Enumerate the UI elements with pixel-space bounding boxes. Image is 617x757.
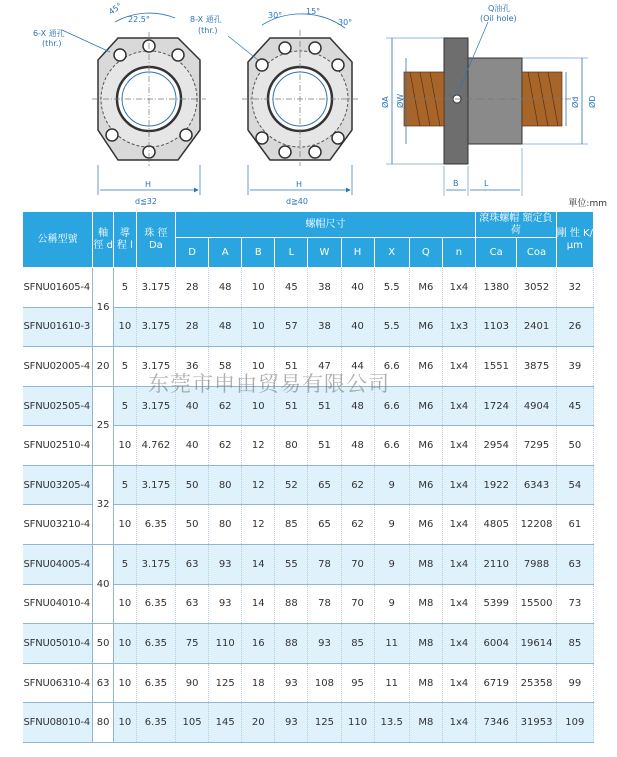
cell-b: 12 <box>242 426 275 466</box>
cell-model: SFNU05010-4 <box>23 624 93 664</box>
cell-h: 44 <box>341 347 374 387</box>
cell-lead: 5 <box>114 545 137 585</box>
cell-w: 108 <box>308 663 341 703</box>
header-col-l: L <box>275 238 308 268</box>
cell-a: 80 <box>209 465 242 505</box>
cell-b: 10 <box>242 347 275 387</box>
left-condition: d≦32 <box>135 197 157 206</box>
cell-k: 26 <box>556 307 593 347</box>
cell-w: 125 <box>308 703 341 743</box>
middle-thr-label: (thr.) <box>198 26 218 35</box>
left-holes-label: 6-X 通孔 <box>33 29 65 38</box>
cell-q: M6 <box>409 465 442 505</box>
cell-ca: 1551 <box>476 347 517 387</box>
cell-w: 78 <box>308 545 341 585</box>
cell-ca: 1922 <box>476 465 517 505</box>
cell-w: 47 <box>308 347 341 387</box>
header-col-q: Q <box>409 238 442 268</box>
left-angle-outer: 45° <box>106 1 124 17</box>
cell-coa: 2401 <box>517 307 556 347</box>
cell-w: 78 <box>308 584 341 624</box>
table-row <box>23 347 594 387</box>
cell-n: 1x4 <box>442 584 475 624</box>
header-model: 公稱型號 <box>23 212 93 268</box>
left-thr-label: (thr.) <box>42 39 62 48</box>
cell-h: 40 <box>341 268 374 308</box>
middle-angle-1: 30° <box>268 11 283 20</box>
header-shaft: 軸 徑 d <box>93 212 114 268</box>
cell-coa: 7988 <box>517 545 556 585</box>
cell-ca: 1380 <box>476 268 517 308</box>
cell-model: SFNU08010-4 <box>23 703 93 743</box>
header-stiffness: 剛 性 K/µm <box>556 212 593 268</box>
cell-coa: 3875 <box>517 347 556 387</box>
cell-a: 93 <box>209 545 242 585</box>
cell-w: 65 <box>308 465 341 505</box>
cell-k: 39 <box>556 347 593 387</box>
cell-model: SFNU03205-4 <box>23 465 93 505</box>
cell-a: 48 <box>209 307 242 347</box>
cell-coa: 19614 <box>517 624 556 664</box>
cell-h: 62 <box>341 505 374 545</box>
cell-k: 73 <box>556 584 593 624</box>
cell-a: 62 <box>209 426 242 466</box>
cell-n: 1x4 <box>442 347 475 387</box>
dim-w-label: ØW <box>396 93 405 108</box>
dim-D-label: ØD <box>588 95 597 108</box>
header-col-d: D <box>176 238 209 268</box>
cell-coa: 25358 <box>517 663 556 703</box>
cell-q: M8 <box>409 624 442 664</box>
cell-q: M6 <box>409 347 442 387</box>
cell-ca: 1103 <box>476 307 517 347</box>
cell-a: 80 <box>209 505 242 545</box>
cell-a: 145 <box>209 703 242 743</box>
cell-lead: 10 <box>114 624 137 664</box>
header-col-x: X <box>374 238 409 268</box>
cell-shaft: 32 <box>93 465 114 544</box>
cell-q: M8 <box>409 584 442 624</box>
table-row <box>23 663 594 703</box>
cell-model: SFNU01610-3 <box>23 307 93 347</box>
table-row <box>23 703 594 743</box>
cell-w: 51 <box>308 386 341 426</box>
cell-l: 52 <box>275 465 308 505</box>
cell-d: 63 <box>176 545 209 585</box>
header-col-ca: Ca <box>476 238 517 268</box>
cell-x: 9 <box>374 505 409 545</box>
cell-d: 28 <box>176 268 209 308</box>
cell-d: 36 <box>176 347 209 387</box>
cell-ball: 3.175 <box>136 347 175 387</box>
middle-holes-label: 8-X 通孔 <box>190 15 222 24</box>
cell-q: M8 <box>409 545 442 585</box>
cell-ball: 3.175 <box>136 465 175 505</box>
table-row <box>23 545 594 585</box>
cell-ball: 6.35 <box>136 584 175 624</box>
cell-n: 1x4 <box>442 386 475 426</box>
cell-shaft: 40 <box>93 545 114 624</box>
cell-lead: 10 <box>114 426 137 466</box>
header-col-n: n <box>442 238 475 268</box>
cell-ball: 6.35 <box>136 703 175 743</box>
cell-l: 57 <box>275 307 308 347</box>
cell-x: 9 <box>374 465 409 505</box>
cell-l: 55 <box>275 545 308 585</box>
cell-model: SFNU02510-4 <box>23 426 93 466</box>
middle-condition: d≧40 <box>286 197 308 206</box>
cell-a: 58 <box>209 347 242 387</box>
cell-k: 99 <box>556 663 593 703</box>
cell-q: M6 <box>409 505 442 545</box>
header-load-group: 滾珠螺帽 額定負荷 <box>476 212 557 238</box>
cell-lead: 10 <box>114 663 137 703</box>
cell-lead: 5 <box>114 268 137 308</box>
cell-x: 9 <box>374 545 409 585</box>
cell-x: 13.5 <box>374 703 409 743</box>
cell-l: 51 <box>275 347 308 387</box>
cell-ca: 4805 <box>476 505 517 545</box>
table-row <box>23 386 594 426</box>
cell-d: 40 <box>176 426 209 466</box>
cell-b: 10 <box>242 307 275 347</box>
left-angle-inner: 22.5° <box>128 15 150 24</box>
cell-h: 95 <box>341 663 374 703</box>
cell-q: M6 <box>409 386 442 426</box>
cell-ball: 3.175 <box>136 386 175 426</box>
cell-l: 93 <box>275 703 308 743</box>
cell-x: 5.5 <box>374 307 409 347</box>
cell-n: 1x4 <box>442 663 475 703</box>
cell-a: 48 <box>209 268 242 308</box>
cell-k: 54 <box>556 465 593 505</box>
cell-lead: 10 <box>114 703 137 743</box>
cell-model: SFNU02005-4 <box>23 347 93 387</box>
oil-hole-label-en: (Oil hole) <box>480 14 517 23</box>
cell-model: SFNU03210-4 <box>23 505 93 545</box>
cell-h: 62 <box>341 465 374 505</box>
cell-h: 70 <box>341 545 374 585</box>
cell-shaft: 16 <box>93 268 114 347</box>
cell-x: 11 <box>374 663 409 703</box>
unit-label: 單位:mm <box>568 199 607 209</box>
cell-lead: 10 <box>114 505 137 545</box>
cell-q: M6 <box>409 307 442 347</box>
header-col-h: H <box>341 238 374 268</box>
cell-l: 93 <box>275 663 308 703</box>
cell-a: 93 <box>209 584 242 624</box>
cell-k: 32 <box>556 268 593 308</box>
cell-n: 1x4 <box>442 545 475 585</box>
cell-shaft: 63 <box>93 663 114 703</box>
middle-angle-2: 15° <box>306 7 321 16</box>
cell-k: 61 <box>556 505 593 545</box>
cell-ca: 7346 <box>476 703 517 743</box>
cell-model: SFNU04010-4 <box>23 584 93 624</box>
cell-w: 51 <box>308 426 341 466</box>
technical-drawings <box>0 0 617 210</box>
cell-d: 105 <box>176 703 209 743</box>
cell-ball: 6.35 <box>136 663 175 703</box>
cell-ball: 4.762 <box>136 426 175 466</box>
cell-coa: 4904 <box>517 386 556 426</box>
cell-ball: 3.175 <box>136 268 175 308</box>
dim-a-label: ØA <box>381 96 390 108</box>
cell-lead: 10 <box>114 584 137 624</box>
header-col-w: W <box>308 238 341 268</box>
cell-b: 10 <box>242 268 275 308</box>
cell-model: SFNU06310-4 <box>23 663 93 703</box>
left-width-label: H <box>145 180 152 189</box>
cell-b: 14 <box>242 584 275 624</box>
dim-b-label: B <box>453 179 459 188</box>
cell-d: 75 <box>176 624 209 664</box>
cell-n: 1x4 <box>442 703 475 743</box>
cell-d: 50 <box>176 465 209 505</box>
cell-x: 6.6 <box>374 386 409 426</box>
cell-model: SFNU01605-4 <box>23 268 93 308</box>
cell-shaft: 50 <box>93 624 114 664</box>
cell-x: 11 <box>374 624 409 664</box>
cell-l: 51 <box>275 386 308 426</box>
cell-q: M6 <box>409 268 442 308</box>
cell-k: 85 <box>556 624 593 664</box>
cell-b: 12 <box>242 465 275 505</box>
cell-shaft: 20 <box>93 347 114 387</box>
cell-ca: 5399 <box>476 584 517 624</box>
flange-drawing-large <box>228 14 358 195</box>
cell-l: 88 <box>275 624 308 664</box>
header-lead: 導 程 l <box>114 212 137 268</box>
cell-x: 9 <box>374 584 409 624</box>
cell-x: 6.6 <box>374 347 409 387</box>
flange-drawing-small <box>62 13 206 195</box>
cell-h: 70 <box>341 584 374 624</box>
header-nut-group: 螺帽尺寸 <box>176 212 476 238</box>
cell-q: M6 <box>409 426 442 466</box>
cell-l: 88 <box>275 584 308 624</box>
header-ball: 珠 徑 Da <box>136 212 175 268</box>
middle-angle-3: 30° <box>338 18 353 27</box>
cell-ball: 3.175 <box>136 545 175 585</box>
header-col-a: A <box>209 238 242 268</box>
cell-ca: 6004 <box>476 624 517 664</box>
cell-w: 38 <box>308 307 341 347</box>
cell-l: 45 <box>275 268 308 308</box>
cell-k: 109 <box>556 703 593 743</box>
cell-coa: 15500 <box>517 584 556 624</box>
header-col-b: B <box>242 238 275 268</box>
cell-lead: 10 <box>114 307 137 347</box>
cell-ball: 3.175 <box>136 307 175 347</box>
cell-n: 1x4 <box>442 505 475 545</box>
cell-n: 1x4 <box>442 268 475 308</box>
table-row <box>23 624 594 664</box>
dim-d-label: Ød <box>571 96 580 108</box>
cell-h: 85 <box>341 624 374 664</box>
cell-k: 63 <box>556 545 593 585</box>
cell-b: 10 <box>242 386 275 426</box>
header-col-coa: Coa <box>517 238 556 268</box>
cell-model: SFNU02505-4 <box>23 386 93 426</box>
cell-lead: 5 <box>114 465 137 505</box>
cell-d: 28 <box>176 307 209 347</box>
dim-l-label: L <box>484 179 489 188</box>
cell-ca: 6719 <box>476 663 517 703</box>
cell-coa: 31953 <box>517 703 556 743</box>
cell-lead: 5 <box>114 386 137 426</box>
cell-ca: 2110 <box>476 545 517 585</box>
cell-k: 50 <box>556 426 593 466</box>
cell-a: 62 <box>209 386 242 426</box>
cell-coa: 6343 <box>517 465 556 505</box>
cell-ca: 2954 <box>476 426 517 466</box>
cell-n: 1x4 <box>442 624 475 664</box>
spec-table <box>22 211 594 743</box>
watermark: 东莞市申由贸易有限公司 <box>148 372 390 396</box>
cell-d: 90 <box>176 663 209 703</box>
cell-coa: 7295 <box>517 426 556 466</box>
cell-coa: 3052 <box>517 268 556 308</box>
cell-d: 40 <box>176 386 209 426</box>
cell-shaft: 80 <box>93 703 114 743</box>
side-view-drawing <box>386 22 588 196</box>
cell-d: 63 <box>176 584 209 624</box>
oil-hole-label: Q油孔 <box>488 4 511 13</box>
cell-b: 16 <box>242 624 275 664</box>
cell-h: 48 <box>341 386 374 426</box>
cell-ball: 6.35 <box>136 505 175 545</box>
cell-x: 6.6 <box>374 426 409 466</box>
cell-shaft: 25 <box>93 386 114 465</box>
cell-lead: 5 <box>114 347 137 387</box>
cell-a: 125 <box>209 663 242 703</box>
cell-l: 80 <box>275 426 308 466</box>
cell-q: M8 <box>409 703 442 743</box>
middle-width-label: H <box>296 180 303 189</box>
table-row <box>23 268 594 308</box>
cell-h: 40 <box>341 307 374 347</box>
cell-ball: 6.35 <box>136 624 175 664</box>
cell-b: 12 <box>242 505 275 545</box>
cell-b: 18 <box>242 663 275 703</box>
cell-q: M8 <box>409 663 442 703</box>
cell-n: 1x3 <box>442 307 475 347</box>
cell-x: 5.5 <box>374 268 409 308</box>
cell-h: 48 <box>341 426 374 466</box>
cell-ca: 1724 <box>476 386 517 426</box>
cell-l: 85 <box>275 505 308 545</box>
cell-a: 110 <box>209 624 242 664</box>
cell-k: 45 <box>556 386 593 426</box>
cell-coa: 12208 <box>517 505 556 545</box>
cell-n: 1x4 <box>442 426 475 466</box>
cell-n: 1x4 <box>442 465 475 505</box>
cell-b: 20 <box>242 703 275 743</box>
cell-model: SFNU04005-4 <box>23 545 93 585</box>
cell-w: 65 <box>308 505 341 545</box>
cell-w: 38 <box>308 268 341 308</box>
cell-d: 50 <box>176 505 209 545</box>
cell-b: 14 <box>242 545 275 585</box>
table-row <box>23 465 594 505</box>
cell-h: 110 <box>341 703 374 743</box>
cell-w: 93 <box>308 624 341 664</box>
